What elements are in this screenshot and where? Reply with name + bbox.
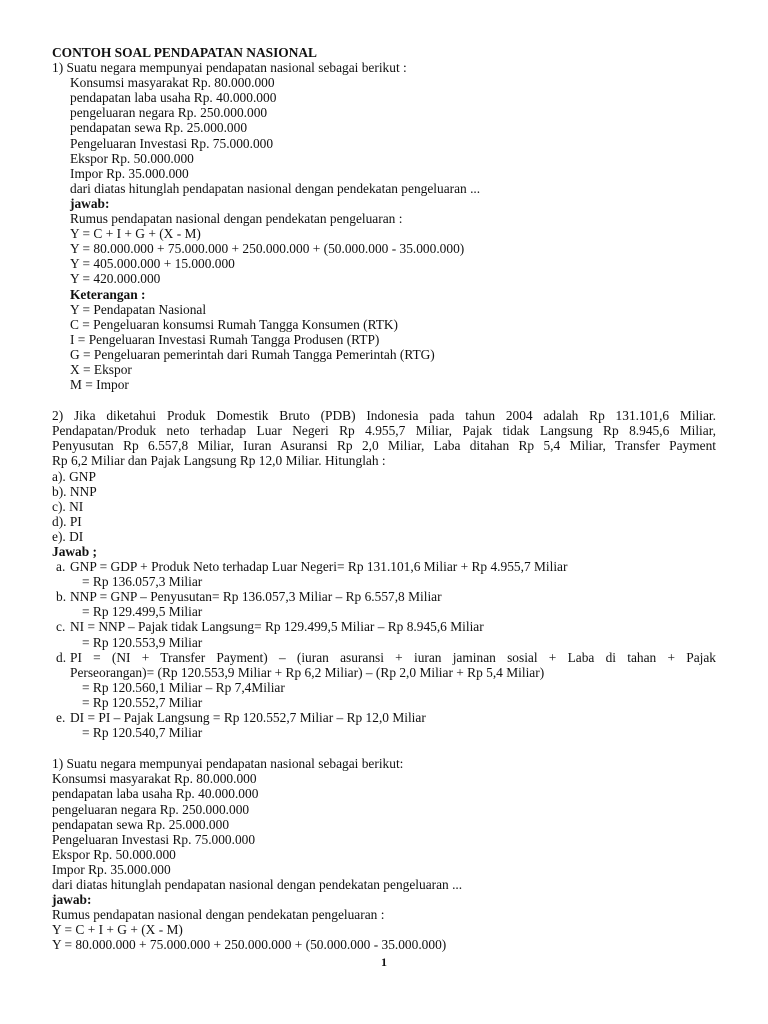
- q1-step: Y = C + I + G + (X - M): [70, 226, 201, 242]
- q3-item: Ekspor Rp. 50.000.000: [52, 846, 176, 862]
- q1-item: pengeluaran negara Rp. 250.000.000: [70, 105, 268, 121]
- answer-text: NNP = GNP – Penyusutan= Rp 136.057,3 Miliar – Rp 6.557,8 Miliar: [70, 589, 442, 605]
- q2-answer-a: [52, 559, 716, 574]
- q2-paragraph-line: Penyusutan Rp 6.557,8 Miliar, Iuran Asuransi Rp 2,0 Miliar, Laba ditahan Rp 5,4 Miliar, Transfer Payment: [52, 438, 716, 454]
- answer-text: DI = PI – Pajak Langsung = Rp 120.552,7 Miliar – Rp 12,0 Miliar: [70, 710, 426, 726]
- q2-answer-d: [52, 650, 716, 665]
- q2-option: c). NI: [52, 498, 84, 514]
- q1-item: Impor Rp. 35.000.000: [70, 165, 189, 181]
- q1-step: Rumus pendapatan nasional dengan pendekatan pengeluaran :: [70, 211, 403, 227]
- q3-item: pendapatan sewa Rp. 25.000.000: [52, 816, 230, 832]
- q3-step: Y = 80.000.000 + 75.000.000 + 250.000.000 + (50.000.000 - 35.000.000): [52, 937, 447, 953]
- document-page: [52, 45, 716, 952]
- answer-text: PI = (NI + Transfer Payment) – (iuran asuransi + iuran jaminan sosial + Laba di tahan + Pajak: [70, 649, 716, 665]
- q1-step: Y = 80.000.000 + 75.000.000 + 250.000.000 + (50.000.000 - 35.000.000): [70, 241, 465, 257]
- answer-letter: c.: [56, 619, 66, 635]
- q2-option: d). PI: [52, 513, 82, 529]
- answer-letter: e.: [56, 710, 66, 726]
- answer-letter: b.: [56, 589, 67, 605]
- answer-result: = Rp 136.057,3 Miliar: [82, 574, 203, 590]
- q2-option: a). GNP: [52, 468, 96, 484]
- page-number: 1: [381, 955, 387, 969]
- q3-step: Rumus pendapatan nasional dengan pendekatan pengeluaran :: [52, 907, 385, 923]
- q1-item: Pengeluaran Investasi Rp. 75.000.000: [70, 135, 274, 151]
- q3-item: pendapatan laba usaha Rp. 40.000.000: [52, 786, 259, 802]
- q2-answer-b: [52, 589, 716, 604]
- q1-keterangan-item: M = Impor: [70, 377, 129, 393]
- q1-intro: 1) Suatu negara mempunyai pendapatan nasional sebagai berikut :: [52, 60, 407, 76]
- q1-keterangan-item: Y = Pendapatan Nasional: [70, 301, 207, 317]
- q1-item: Konsumsi masyarakat Rp. 80.000.000: [70, 75, 275, 91]
- q1-keterangan-item: C = Pengeluaran konsumsi Rumah Tangga Konsumen (RTK): [70, 316, 399, 332]
- answer-result: = Rp 120.560,1 Miliar – Rp 7,4Miliar: [82, 679, 285, 695]
- q2-option: b). NNP: [52, 483, 97, 499]
- q2-paragraph-line: Rp 6,2 Miliar dan Pajak Langsung Rp 12,0 Miliar. Hitunglah :: [52, 453, 386, 469]
- answer-result: = Rp 120.540,7 Miliar: [82, 725, 203, 741]
- q2-answer-e: [52, 710, 716, 725]
- q1-step: Y = 405.000.000 + 15.000.000: [70, 256, 235, 272]
- q1-keterangan-label: Keterangan :: [70, 286, 146, 302]
- answer-letter: d.: [56, 649, 67, 665]
- q2-answer-c: [52, 619, 716, 634]
- q1-question: dari diatas hitunglah pendapatan nasional dengan pendekatan pengeluaran ...: [70, 180, 481, 196]
- q1-keterangan-item: I = Pengeluaran Investasi Rumah Tangga Produsen (RTP): [70, 331, 380, 347]
- q2-option: e). DI: [52, 528, 84, 544]
- q2-paragraph-line: Pendapatan/Produk neto terhadap Luar Negeri Rp 4.955,7 Miliar, Pajak tidak Langsung Rp 8.945,6 Miliar,: [52, 423, 716, 439]
- answer-result: = Rp 129.499,5 Miliar: [82, 604, 203, 620]
- q3-question: dari diatas hitunglah pendapatan nasional dengan pendekatan pengeluaran ...: [52, 876, 463, 892]
- q2-paragraph-line: 2) Jika diketahui Produk Domestik Bruto (PDB) Indonesia pada tahun 2004 adalah Rp 131.101,6 Miliar.: [52, 408, 716, 424]
- q3-jawab-label: jawab:: [52, 892, 92, 908]
- q3-item: Pengeluaran Investasi Rp. 75.000.000: [52, 831, 256, 847]
- answer-text: NI = NNP – Pajak tidak Langsung= Rp 129.499,5 Miliar – Rp 8.945,6 Miliar: [70, 619, 484, 635]
- answer-text: GNP = GDP + Produk Neto terhadap Luar Negeri= Rp 131.101,6 Miliar + Rp 4.955,7 Miliar: [70, 559, 568, 575]
- answer-letter: a.: [56, 559, 66, 575]
- q1-item: pendapatan sewa Rp. 25.000.000: [70, 120, 248, 136]
- q3-item: Impor Rp. 35.000.000: [52, 861, 171, 877]
- answer-result: = Rp 120.552,7 Miliar: [82, 694, 203, 710]
- q1-keterangan-item: G = Pengeluaran pemerintah dari Rumah Tangga Pemerintah (RTG): [70, 346, 435, 362]
- q3-step: Y = C + I + G + (X - M): [52, 922, 183, 938]
- q3-item: Konsumsi masyarakat Rp. 80.000.000: [52, 771, 257, 787]
- answer-result: = Rp 120.553,9 Miliar: [82, 634, 203, 650]
- q1-item: Ekspor Rp. 50.000.000: [70, 150, 194, 166]
- q1-keterangan-item: X = Ekspor: [70, 361, 132, 377]
- q1-step: Y = 420.000.000: [70, 271, 161, 287]
- q1-jawab-label: jawab:: [70, 195, 110, 211]
- q2-jawab-label: Jawab ;: [52, 544, 98, 559]
- q1-item: pendapatan laba usaha Rp. 40.000.000: [70, 90, 277, 106]
- q3-item: pengeluaran negara Rp. 250.000.000: [52, 801, 250, 817]
- q3-intro: 1) Suatu negara mempunyai pendapatan nasional sebagai berikut:: [52, 756, 404, 772]
- document-title: CONTOH SOAL PENDAPATAN NASIONAL: [52, 45, 317, 60]
- answer-continuation: Perseorangan)= (Rp 120.553,9 Miliar + Rp 6,2 Miliar) – (Rp 2,0 Miliar + Rp 5,4 Miliar): [70, 664, 545, 680]
